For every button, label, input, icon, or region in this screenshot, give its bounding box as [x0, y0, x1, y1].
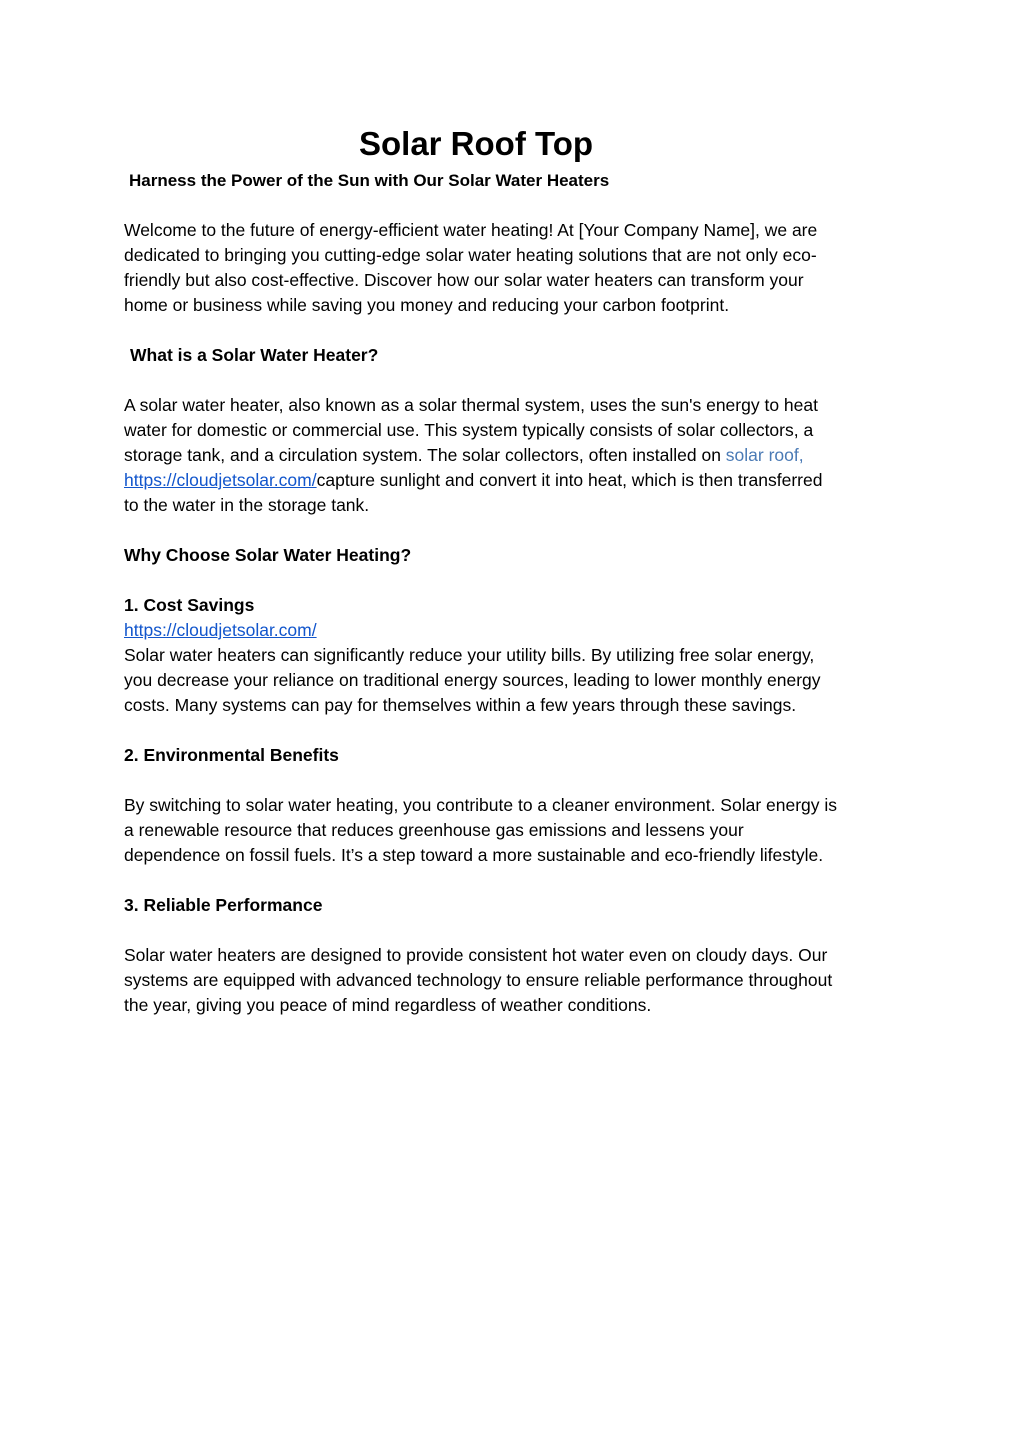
reliable-heading: 3. Reliable Performance [124, 895, 323, 915]
why-heading: Why Choose Solar Water Heating? [124, 545, 412, 565]
page-subtitle: Harness the Power of the Sun with Our Solar Water Heaters [129, 171, 610, 190]
what-line: A solar water heater, also known as a solar thermal system, uses the sun's energy to heat [124, 395, 818, 415]
what-line [124, 468, 914, 493]
intro-paragraph [124, 218, 914, 318]
environmental-heading: 2. Environmental Benefits [124, 745, 339, 765]
env-line: a renewable resource that reduces greenhouse gas emissions and lessens your [124, 820, 744, 840]
what-line: to the water in the storage tank. [124, 495, 370, 515]
environmental-paragraph [124, 793, 914, 868]
intro-line: Welcome to the future of energy-efficient water heating! At [Your Company Name], we are [124, 220, 818, 240]
cost-savings-heading: 1. Cost Savings [124, 595, 255, 615]
what-line [124, 443, 914, 468]
cost-line: Solar water heaters can significantly reduce your utility bills. By utilizing free solar energy, [124, 645, 815, 665]
env-line: dependence on fossil fuels. It’s a step toward a more sustainable and eco-friendly lifestyle. [124, 845, 824, 865]
cloudjetsolar-link[interactable]: https://cloudjetsolar.com/ [124, 620, 317, 640]
what-line3-text: storage tank, and a circulation system. The solar collectors, often installed on [124, 445, 726, 465]
reliable-paragraph [124, 943, 914, 1018]
solar-roof-link[interactable]: solar roof, [725, 445, 804, 465]
page-title: Solar Roof Top [358, 125, 594, 162]
reliable-line: Solar water heaters are designed to provide consistent hot water even on cloudy days. Our [124, 945, 828, 965]
reliable-line: systems are equipped with advanced technology to ensure reliable performance throughout [124, 970, 833, 990]
intro-line: home or business while saving you money and reducing your carbon footprint. [124, 295, 730, 315]
what-heading: What is a Solar Water Heater? [130, 345, 379, 365]
intro-line: dedicated to bringing you cutting-edge solar water heating solutions that are not only eco- [124, 245, 817, 265]
intro-line: friendly but also cost-effective. Discover how our solar water heaters can transform your [124, 270, 804, 290]
what-line4-text: capture sunlight and convert it into heat, which is then transferred [316, 470, 823, 490]
reliable-line: the year, giving you peace of mind regardless of weather conditions. [124, 995, 652, 1015]
cost-link-line [124, 618, 914, 643]
what-paragraph [124, 393, 914, 518]
cost-savings-paragraph [124, 618, 914, 718]
what-line: water for domestic or commercial use. This system typically consists of solar collectors, a [124, 420, 814, 440]
cost-line: costs. Many systems can pay for themselves within a few years through these savings. [124, 695, 797, 715]
env-line: By switching to solar water heating, you contribute to a cleaner environment. Solar energy is [124, 795, 838, 815]
cost-line: you decrease your reliance on traditional energy sources, leading to lower monthly energy [124, 670, 821, 690]
cloudjetsolar-link[interactable]: https://cloudjetsolar.com/ [124, 470, 317, 490]
